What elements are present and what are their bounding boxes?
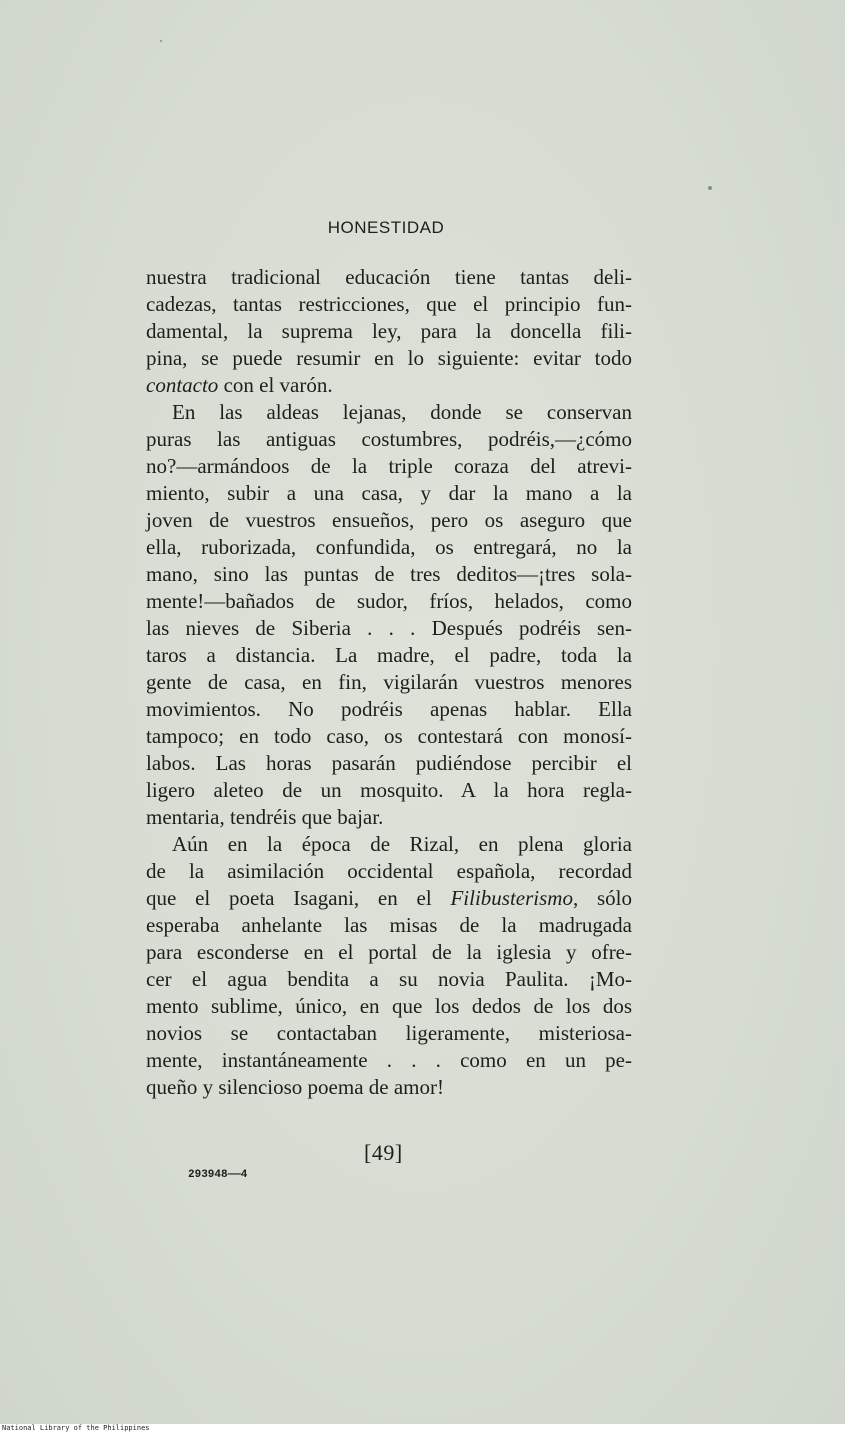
- text-line: no?—armándoos de la triple coraza del atrevi-: [146, 454, 632, 478]
- text-line: cadezas, tantas restricciones, que el principio fun-: [146, 292, 632, 316]
- text-line: pina, se puede resumir en lo siguiente: evitar todo: [146, 346, 632, 370]
- text-line: En las aldeas lejanas, donde se conservan: [172, 400, 632, 424]
- page-number: [49]: [364, 1140, 403, 1165]
- text-line: novios se contactaban ligeramente, misteriosa-: [146, 1021, 632, 1045]
- text-line: tampoco; en todo caso, os contestará con monosí-: [146, 724, 632, 748]
- italic-word: contacto: [146, 373, 219, 397]
- body-text: [146, 264, 632, 1101]
- text-line: mento sublime, único, en que los dedos de los dos: [146, 994, 632, 1018]
- text-line: ligero aleteo de un mosquito. A la hora regla-: [146, 778, 632, 802]
- text-line: las nieves de Siberia . . . Después podréis sen-: [146, 616, 632, 640]
- text-line: damental, la suprema ley, para la doncella fili-: [146, 319, 632, 343]
- text-line: miento, subir a una casa, y dar la mano a la: [146, 481, 632, 505]
- running-title: HONESTIDAD: [327, 218, 445, 237]
- paper-speck: [708, 186, 712, 190]
- italic-title: Filibusterismo: [450, 886, 573, 910]
- text-line: [146, 885, 632, 912]
- paper-speck: [160, 40, 162, 42]
- text-line: esperaba anhelante las misas de la madrugada: [146, 913, 632, 937]
- text-line: Aún en la época de Rizal, en plena gloria: [172, 832, 632, 856]
- text-fragment: , sólo: [572, 886, 632, 910]
- text-line: movimientos. No podréis apenas hablar. Ella: [146, 697, 632, 721]
- text-line: joven de vuestros ensueños, pero os aseguro que: [146, 508, 632, 532]
- text-line: labos. Las horas pasarán pudiéndose percibir el: [146, 751, 632, 775]
- text-line: mente!—bañados de sudor, fríos, helados, como: [146, 589, 632, 613]
- text-line: mano, sino las puntas de tres deditos—¡tres sola-: [146, 562, 632, 586]
- scan-credit: National Library of the Philippines: [2, 1424, 150, 1432]
- text-line: nuestra tradicional educación tiene tantas deli-: [146, 265, 632, 289]
- text-line: para esconderse en el portal de la iglesia y ofre-: [146, 940, 632, 964]
- text-fragment: que el poeta Isagani, en el: [146, 886, 451, 910]
- text-line: de la asimilación occidental española, recordad: [146, 859, 632, 883]
- printer-signature: 293948——4: [188, 1169, 248, 1181]
- text-line: taros a distancia. La madre, el padre, toda la: [146, 643, 632, 667]
- text-line: queño y silencioso poema de amor!: [146, 1075, 444, 1099]
- text-line: mente, instantáneamente . . . como en un pe-: [146, 1048, 632, 1072]
- text-line: cer el agua bendita a su novia Paulita. ¡Mo-: [146, 967, 632, 991]
- text-line: [146, 372, 632, 399]
- text-line: puras las antiguas costumbres, podréis,—¿cómo: [146, 427, 632, 451]
- text-line: ella, ruborizada, confundida, os entregará, no la: [146, 535, 632, 559]
- text-fragment: con el varón.: [218, 373, 333, 397]
- text-line: mentaria, tendréis que bajar.: [146, 805, 384, 829]
- text-line: gente de casa, en fin, vigilarán vuestros menores: [146, 670, 632, 694]
